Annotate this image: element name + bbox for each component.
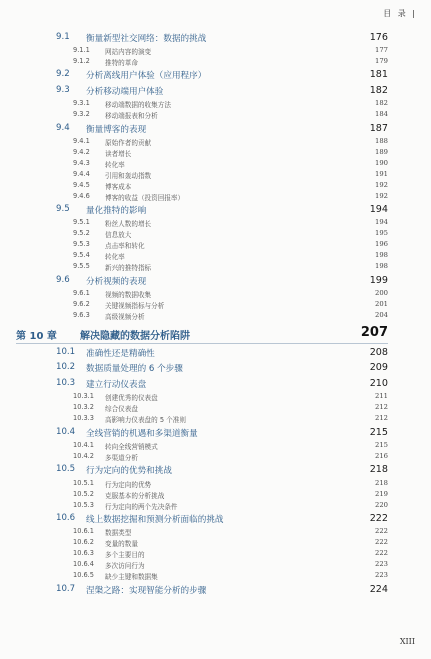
toc-entry-number: 10.3.3	[73, 414, 94, 423]
toc-entry-number: 10.6.4	[73, 560, 94, 569]
toc-entry-page: 212	[375, 403, 388, 412]
toc-entry-page: 204	[375, 311, 388, 320]
toc-entry-title: 准确性还是精确性	[86, 348, 155, 359]
toc-entry-number: 10.3.1	[73, 392, 94, 401]
toc-entry-number: 9.4.3	[73, 158, 90, 167]
toc-entry-page: 209	[369, 362, 388, 374]
toc-subsection-entry	[0, 137, 431, 148]
toc-entry-title: 综合仪表盘	[105, 405, 138, 414]
toc-entry-page: 196	[375, 240, 388, 249]
toc-entry-title: 关键视频指标与分析	[105, 302, 165, 311]
toc-entry-title: 建立行动仪表盘	[86, 380, 147, 390]
toc-entry-page: 211	[375, 392, 388, 401]
toc-entry-page: 198	[375, 262, 388, 271]
toc-entry-page: 220	[375, 500, 388, 509]
toc-entry-number: 10.5.2	[73, 489, 94, 498]
toc-entry-number: 10.3.2	[73, 403, 94, 412]
toc-entry-page: 210	[369, 378, 388, 389]
toc-section-entry	[0, 32, 431, 46]
toc-entry-number: 10.6	[56, 513, 76, 524]
toc-subsection-entry	[0, 192, 431, 203]
toc-section-entry	[0, 347, 431, 361]
toc-entry-title: 分析视频的表现	[86, 276, 147, 287]
toc-entry-title: 解决隐藏的数据分析陷阱	[80, 331, 190, 343]
toc-entry-title: 分析移动端用户体验	[86, 86, 164, 97]
toc-entry-title: 转化率	[105, 253, 125, 262]
toc-entry-page: 187	[369, 122, 388, 134]
toc-entry-number: 10.6.1	[73, 527, 94, 536]
toc-entry-page: 215	[375, 440, 388, 449]
toc-entry-number: 10.6.3	[73, 549, 94, 558]
toc-entry-number: 第 10 章	[16, 331, 57, 343]
toc-entry-page: 190	[375, 158, 388, 167]
toc-entry-title: 新兴的推特指标	[105, 264, 152, 273]
toc-entry-page: 218	[375, 478, 388, 487]
toc-section-entry	[0, 464, 431, 478]
toc-entry-title: 创建优秀的仪表盘	[105, 394, 158, 403]
page-number: XIII	[399, 637, 415, 646]
toc-entry-page: 181	[369, 69, 388, 81]
toc-entry-title: 多个主要目的	[105, 551, 145, 560]
toc-entry-title: 分析离线用户体验（应用程序）	[86, 71, 207, 82]
toc-subsection-entry	[0, 527, 431, 538]
toc-entry-number: 9.1	[56, 31, 70, 42]
toc-subsection-entry	[0, 251, 431, 262]
toc-entry-page: 208	[369, 346, 388, 358]
toc-entry-page: 191	[375, 169, 388, 178]
toc-entry-number: 9.5.3	[73, 240, 90, 249]
toc-entry-page: 218	[369, 464, 388, 476]
toc-entry-page: 222	[375, 549, 388, 558]
toc-subsection-entry	[0, 441, 431, 452]
toc-entry-title: 移动端数据的收集方法	[105, 101, 171, 110]
toc-entry-title: 涅槃之路：实现智能分析的步骤	[86, 585, 207, 596]
toc-entry-page: 198	[375, 251, 388, 260]
toc-entry-number: 10.1	[56, 346, 76, 357]
toc-entry-page: 192	[375, 180, 388, 189]
toc-entry-page: 194	[375, 218, 388, 227]
toc-entry-number: 10.4.1	[73, 440, 94, 449]
toc-entry-page: 215	[369, 426, 388, 438]
toc-entry-title: 多次访问行为	[105, 562, 145, 571]
toc-subsection-entry	[0, 414, 431, 425]
toc-subsection-entry	[0, 289, 431, 300]
toc-entry-title: 行为定向的两个先决条件	[105, 502, 178, 511]
toc-entry-number: 9.6	[56, 274, 70, 285]
toc-entry-title: 博客的收益（投资回报率）	[105, 193, 185, 202]
toc-entry-number: 10.5.3	[73, 500, 94, 509]
toc-subsection-entry	[0, 549, 431, 560]
toc-section-entry	[0, 69, 431, 83]
toc-entry-number: 9.4.2	[73, 147, 90, 156]
toc-section-entry	[0, 362, 431, 376]
toc-subsection-entry	[0, 110, 431, 121]
toc-chapter-entry	[0, 325, 431, 345]
toc-entry-title: 缺少主键和数据集	[105, 573, 158, 582]
toc-subsection-entry	[0, 311, 431, 322]
toc-entry-page: 212	[375, 414, 388, 423]
toc-section-entry	[0, 513, 431, 527]
toc-entry-title: 引用和轰动指数	[105, 171, 152, 180]
toc-subsection-entry	[0, 571, 431, 582]
toc-subsection-entry	[0, 392, 431, 403]
toc-entry-page: 200	[375, 289, 388, 298]
toc-entry-number: 9.4	[56, 122, 70, 133]
toc-entry-page: 222	[375, 538, 388, 547]
toc-entry-page: 188	[375, 136, 388, 145]
toc-entry-number: 9.6.3	[73, 311, 90, 320]
toc-entry-page: 195	[375, 229, 388, 238]
toc-entry-title: 多渠道分析	[105, 453, 138, 462]
toc-subsection-entry	[0, 57, 431, 68]
toc-entry-title: 推特的革命	[105, 58, 138, 67]
toc-entry-title: 高级视频分析	[105, 313, 145, 322]
toc-entry-title: 读者增长	[105, 149, 132, 158]
toc-subsection-entry	[0, 229, 431, 240]
toc-entry-title: 全线营销的机遇和多渠道衡量	[86, 428, 198, 439]
toc-entry-number: 10.6.2	[73, 538, 94, 547]
toc-entry-page: 207	[360, 325, 388, 341]
toc-entry-page: 176	[369, 31, 388, 43]
toc-entry-title: 转化率	[105, 160, 125, 169]
toc-entry-number: 9.5.2	[73, 229, 90, 238]
toc-subsection-entry	[0, 99, 431, 110]
toc-entry-page: 182	[375, 99, 388, 108]
toc-entry-title: 数据质量处理的 6 个步骤	[86, 364, 183, 375]
toc-section-entry	[0, 204, 431, 218]
toc-section-entry	[0, 275, 431, 289]
toc-subsection-entry	[0, 181, 431, 192]
toc-section-entry	[0, 427, 431, 441]
toc-entry-title: 博客成本	[105, 182, 132, 191]
toc-entry-page: 189	[375, 147, 388, 156]
toc-entry-page: 223	[375, 571, 388, 580]
toc-entry-page: 184	[375, 110, 388, 119]
toc-entry-title: 行为定向的优势	[105, 480, 152, 489]
toc-entry-number: 9.4.1	[73, 136, 90, 145]
toc-entry-number: 9.4.5	[73, 180, 90, 189]
toc-entry-title: 衡量博客的表现	[86, 124, 147, 135]
toc-subsection-entry	[0, 490, 431, 501]
toc-entry-title: 克服基本的分析挑战	[105, 491, 165, 500]
toc-entry-number: 9.4.6	[73, 191, 90, 200]
toc-entry-page: 216	[375, 451, 388, 460]
toc-subsection-entry	[0, 300, 431, 311]
toc-entry-title: 线上数据挖掘和预测分析面临的挑战	[86, 515, 224, 526]
toc-entry-number: 9.5.4	[73, 251, 90, 260]
toc-entry-number: 10.7	[56, 583, 76, 594]
toc-entry-title: 点击率和转化	[105, 242, 145, 251]
toc-subsection-entry	[0, 479, 431, 490]
toc-subsection-entry	[0, 262, 431, 273]
toc-entry-number: 9.3	[56, 84, 70, 95]
toc-entry-title: 视频的数据收集	[105, 291, 152, 300]
toc-entry-number: 9.6.1	[73, 289, 90, 298]
toc-entry-page: 219	[375, 489, 388, 498]
toc-entry-page: 199	[369, 274, 388, 286]
toc-entry-number: 9.4.4	[73, 169, 90, 178]
toc-entry-number: 9.2	[56, 69, 70, 80]
toc-entry-title: 数据类型	[105, 529, 132, 538]
toc-entry-title: 行为定向的优势和挑战	[86, 466, 172, 477]
toc-entry-page: 182	[369, 84, 388, 96]
toc-subsection-entry	[0, 46, 431, 57]
toc-subsection-entry	[0, 501, 431, 512]
toc-entry-number: 9.1.1	[73, 45, 90, 54]
toc-entry-number: 10.5	[56, 464, 76, 475]
toc-subsection-entry	[0, 159, 431, 170]
toc-entry-page: 222	[375, 527, 388, 536]
toc-section-entry	[0, 123, 431, 137]
toc-entry-number: 9.5.5	[73, 262, 90, 271]
toc-entry-number: 9.6.2	[73, 300, 90, 309]
toc-entry-number: 10.4.2	[73, 451, 94, 460]
toc-entry-page: 223	[375, 560, 388, 569]
toc-entry-title: 信息放大	[105, 231, 132, 240]
toc-section-entry	[0, 378, 431, 392]
toc-entry-number: 9.5	[56, 204, 70, 215]
toc-entry-title: 高影响力仪表盘的 5 个准则	[105, 416, 186, 425]
toc-subsection-entry	[0, 560, 431, 571]
toc-subsection-entry	[0, 452, 431, 463]
toc-subsection-entry	[0, 170, 431, 181]
toc-entry-number: 9.3.2	[73, 110, 90, 119]
toc-entry-title: 衡量新型社交网络：数据的挑战	[86, 33, 207, 44]
toc-entry-title: 转向全线营销模式	[105, 442, 158, 451]
toc-entry-number: 10.2	[56, 362, 76, 373]
toc-section-entry	[0, 584, 431, 598]
running-header: 目 录 |	[383, 9, 417, 18]
toc-entry-page: 179	[375, 56, 388, 65]
toc-entry-number: 10.4	[56, 426, 76, 437]
toc-entry-page: 224	[369, 583, 388, 595]
toc-entry-number: 9.3.1	[73, 99, 90, 108]
toc-entry-title: 网站内容的演变	[105, 47, 152, 56]
toc-entry-page: 201	[375, 300, 388, 309]
toc-entry-number: 10.6.5	[73, 571, 94, 580]
toc-entry-number: 9.5.1	[73, 218, 90, 227]
toc-entry-title: 移动端报表和分析	[105, 112, 158, 121]
toc-entry-title: 量化推特的影响	[86, 206, 147, 217]
toc-entry-number: 10.5.1	[73, 478, 94, 487]
toc-subsection-entry	[0, 218, 431, 229]
toc-entry-title: 变量的数量	[105, 540, 138, 549]
toc-section-entry	[0, 85, 431, 99]
table-of-contents	[0, 30, 431, 598]
toc-entry-number: 10.3	[56, 378, 76, 388]
toc-entry-title: 原始作者的贡献	[105, 138, 152, 147]
toc-subsection-entry	[0, 538, 431, 549]
toc-entry-page: 194	[369, 204, 388, 216]
toc-entry-page: 192	[375, 191, 388, 200]
toc-entry-page: 177	[375, 45, 388, 54]
toc-entry-number: 9.1.2	[73, 56, 90, 65]
toc-subsection-entry	[0, 403, 431, 414]
toc-entry-title: 粉丝人数的增长	[105, 220, 152, 229]
toc-entry-page: 222	[369, 513, 388, 525]
toc-subsection-entry	[0, 148, 431, 159]
toc-subsection-entry	[0, 240, 431, 251]
